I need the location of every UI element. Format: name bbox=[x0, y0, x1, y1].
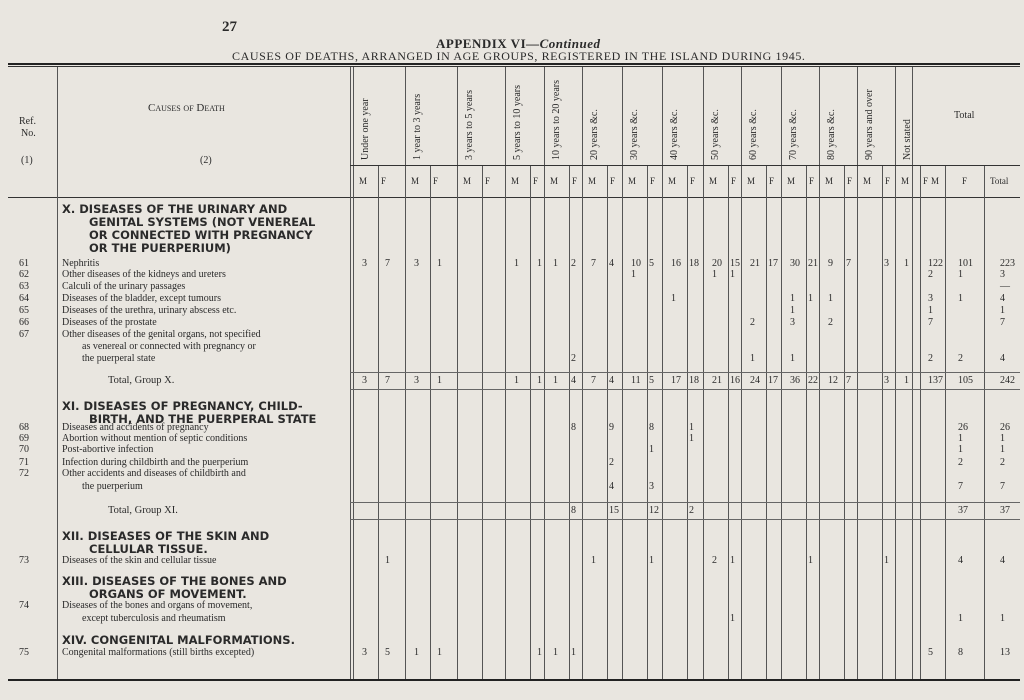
female-header: F bbox=[923, 176, 929, 186]
age-group-header: 10 years to 20 years bbox=[551, 80, 562, 160]
mf-divider bbox=[882, 165, 883, 679]
group-total-value: 1 bbox=[553, 375, 558, 386]
ref-number: 64 bbox=[19, 293, 29, 304]
total-label: Total bbox=[954, 110, 975, 121]
age-group-header: 40 years &c. bbox=[669, 109, 680, 160]
age-group-divider bbox=[703, 67, 704, 679]
cell-value: 7 bbox=[385, 258, 390, 269]
cell-value: 1 bbox=[750, 353, 755, 364]
total-f-value: 1 bbox=[958, 613, 963, 624]
age-group-header: 70 years &c. bbox=[788, 109, 799, 160]
age-group-divider bbox=[819, 67, 820, 679]
cell-value: 20 bbox=[712, 258, 722, 269]
male-header: M bbox=[411, 176, 420, 186]
total-total-header: Total bbox=[990, 176, 1009, 186]
cause-label: Diseases of the skin and cellular tissue bbox=[62, 555, 217, 566]
cell-value: 18 bbox=[689, 258, 699, 269]
group-total-value: 7 bbox=[591, 375, 596, 386]
total-f-value: 101 bbox=[958, 258, 973, 269]
cell-value: 2 bbox=[609, 457, 614, 468]
cell-value: 1 bbox=[571, 647, 576, 658]
cell-value: 7 bbox=[846, 258, 851, 269]
cell-value: 1 bbox=[649, 444, 654, 455]
ref-column-divider bbox=[57, 67, 58, 679]
ref-label bbox=[19, 116, 36, 127]
age-group-divider bbox=[662, 67, 663, 679]
total-f-header: F bbox=[962, 176, 968, 186]
cell-value: 3 bbox=[362, 647, 367, 658]
cell-value: 1 bbox=[730, 269, 735, 280]
total-f-value: 105 bbox=[958, 375, 973, 386]
ref-number: 73 bbox=[19, 555, 29, 566]
cell-value: 5 bbox=[649, 258, 654, 269]
male-header: M bbox=[588, 176, 597, 186]
male-header: M bbox=[511, 176, 520, 186]
cell-value: 1 bbox=[437, 258, 442, 269]
mf-divider bbox=[378, 165, 379, 679]
total-f-value: 2 bbox=[958, 353, 963, 364]
ref-number: 74 bbox=[19, 600, 29, 611]
cause-label-cont: the puerperium bbox=[82, 481, 143, 492]
top-rule bbox=[8, 63, 1020, 65]
group-title: OR CONNECTED WITH PREGNANCY bbox=[89, 228, 313, 242]
ref-number: 72 bbox=[19, 468, 29, 479]
group-total-value: 22 bbox=[808, 375, 818, 386]
age-group-divider bbox=[857, 67, 858, 679]
ref-number: 70 bbox=[19, 444, 29, 455]
total-value: 1 bbox=[1000, 613, 1005, 624]
cell-value: 1 bbox=[437, 647, 442, 658]
total-m-value: 1 bbox=[928, 305, 933, 316]
total-m-value: 3 bbox=[928, 293, 933, 304]
group-total-value: 21 bbox=[712, 375, 722, 386]
cell-value: 3 bbox=[790, 317, 795, 328]
mf-divider bbox=[728, 165, 729, 679]
total-m-value: 2 bbox=[928, 269, 933, 280]
total-f-value: 37 bbox=[958, 505, 968, 516]
total-value: 7 bbox=[1000, 481, 1005, 492]
total-f-value: 2 bbox=[958, 457, 963, 468]
cell-value: 1 bbox=[790, 305, 795, 316]
cell-value: 2 bbox=[571, 258, 576, 269]
group-total-value: 12 bbox=[649, 505, 659, 516]
age-group-divider bbox=[781, 67, 782, 679]
male-header: M bbox=[863, 176, 872, 186]
male-header: M bbox=[747, 176, 756, 186]
total-m-header: M bbox=[931, 176, 940, 186]
female-header: F bbox=[381, 176, 387, 186]
ref-number: 69 bbox=[19, 433, 29, 444]
cell-value: 3 bbox=[414, 258, 419, 269]
cell-value: 21 bbox=[750, 258, 760, 269]
group-title: XIII. DISEASES OF THE BONES AND bbox=[62, 574, 287, 588]
group-title: XIV. CONGENITAL MALFORMATIONS. bbox=[62, 633, 295, 647]
male-header: M bbox=[787, 176, 796, 186]
total-m-value: 137 bbox=[928, 375, 943, 386]
total-value: 4 bbox=[1000, 353, 1005, 364]
group-title: XI. DISEASES OF PREGNANCY, CHILD- bbox=[62, 399, 303, 413]
top-rule-thin bbox=[8, 66, 1020, 67]
total-value: 4 bbox=[1000, 293, 1005, 304]
age-group-divider bbox=[741, 67, 742, 679]
total-f-value: 8 bbox=[958, 647, 963, 658]
cell-value: 1 bbox=[790, 353, 795, 364]
group-title: BIRTH, AND THE PUERPERAL STATE bbox=[89, 412, 317, 426]
cell-value: 1 bbox=[671, 293, 676, 304]
group-total-value: 3 bbox=[362, 375, 367, 386]
ref-number: 61 bbox=[19, 258, 29, 269]
ref-number: 65 bbox=[19, 305, 29, 316]
ref-number: 66 bbox=[19, 317, 29, 328]
total-m-divider bbox=[945, 165, 946, 679]
total-value: — bbox=[1000, 281, 1010, 292]
total-rule bbox=[350, 519, 1020, 520]
female-header: F bbox=[433, 176, 439, 186]
cause-label: Diseases and accidents of pregnancy bbox=[62, 422, 209, 433]
cell-value: 15 bbox=[730, 258, 740, 269]
age-group-header: 1 year to 3 years bbox=[412, 93, 423, 160]
cell-value: 1 bbox=[828, 293, 833, 304]
age-group-divider bbox=[622, 67, 623, 679]
total-value: 1 bbox=[1000, 444, 1005, 455]
cell-value: 1 bbox=[689, 422, 694, 433]
total-f-value: 1 bbox=[958, 444, 963, 455]
age-group-divider bbox=[582, 67, 583, 679]
cell-value: 4 bbox=[609, 481, 614, 492]
cause-label: Calculi of the urinary passages bbox=[62, 281, 186, 292]
cause-label-cont: the puerperal state bbox=[82, 353, 156, 364]
cause-label: Abortion without mention of septic conditions bbox=[62, 433, 248, 444]
cell-value: 2 bbox=[712, 555, 717, 566]
header-bottom-rule bbox=[8, 197, 1020, 198]
age-group-header: 5 years to 10 years bbox=[512, 85, 523, 160]
no-label: No. bbox=[21, 128, 36, 139]
female-header: F bbox=[690, 176, 696, 186]
female-header: F bbox=[731, 176, 737, 186]
cause-col-number: (2) bbox=[200, 155, 212, 166]
cell-value: 1 bbox=[631, 269, 636, 280]
mf-header-rule bbox=[350, 165, 1020, 166]
group-total-value: 15 bbox=[609, 505, 619, 516]
ref-number: 62 bbox=[19, 269, 29, 280]
cell-value: 8 bbox=[571, 422, 576, 433]
cell-value: 3 bbox=[362, 258, 367, 269]
group-total-label: Total, Group XI. bbox=[108, 505, 178, 516]
cell-value: 2 bbox=[571, 353, 576, 364]
cell-value: 1 bbox=[514, 258, 519, 269]
group-total-value: 7 bbox=[846, 375, 851, 386]
group-total-value: 1 bbox=[437, 375, 442, 386]
total-value: 242 bbox=[1000, 375, 1015, 386]
total-f-value: 26 bbox=[958, 422, 968, 433]
female-header: F bbox=[650, 176, 656, 186]
male-header: M bbox=[550, 176, 559, 186]
bottom-rule bbox=[8, 679, 1020, 681]
age-group-header: Not stated bbox=[902, 119, 913, 160]
total-m-value: 122 bbox=[928, 258, 943, 269]
cell-value: 1 bbox=[591, 555, 596, 566]
mf-divider bbox=[806, 165, 807, 679]
mf-divider bbox=[430, 165, 431, 679]
ref-number: 63 bbox=[19, 281, 29, 292]
total-value: 1 bbox=[1000, 433, 1005, 444]
group-total-value: 17 bbox=[768, 375, 778, 386]
cell-value: 1 bbox=[730, 555, 735, 566]
total-value: 223 bbox=[1000, 258, 1015, 269]
page-number: 27 bbox=[222, 19, 237, 35]
total-f-value: 1 bbox=[958, 433, 963, 444]
male-header: M bbox=[359, 176, 368, 186]
cell-value: 1 bbox=[884, 555, 889, 566]
mf-divider bbox=[920, 165, 921, 679]
ref-number: 68 bbox=[19, 422, 29, 433]
male-header: M bbox=[668, 176, 677, 186]
cell-value: 1 bbox=[537, 258, 542, 269]
total-f-value: 4 bbox=[958, 555, 963, 566]
cell-value: 16 bbox=[671, 258, 681, 269]
cell-value: 4 bbox=[609, 258, 614, 269]
group-title: ORGANS OF MOVEMENT. bbox=[89, 587, 247, 601]
cause-column-divider bbox=[350, 67, 351, 679]
group-title: CELLULAR TISSUE. bbox=[89, 542, 208, 556]
male-header: M bbox=[628, 176, 637, 186]
total-rule bbox=[350, 502, 1020, 503]
age-group-header: 30 years &c. bbox=[629, 109, 640, 160]
cell-value: 30 bbox=[790, 258, 800, 269]
age-group-header: 90 years and over bbox=[864, 89, 875, 160]
group-title: XII. DISEASES OF THE SKIN AND bbox=[62, 529, 270, 543]
cell-value: 21 bbox=[808, 258, 818, 269]
cell-value: 5 bbox=[385, 647, 390, 658]
mf-divider bbox=[607, 165, 608, 679]
cause-label: Diseases of the bones and organs of movement, bbox=[62, 600, 253, 611]
female-header: F bbox=[485, 176, 491, 186]
total-m-value: 5 bbox=[928, 647, 933, 658]
age-group-divider bbox=[544, 67, 545, 679]
group-total-value: 3 bbox=[414, 375, 419, 386]
total-value: 2 bbox=[1000, 457, 1005, 468]
ref-number: 75 bbox=[19, 647, 29, 658]
group-total-value: 36 bbox=[790, 375, 800, 386]
mf-divider bbox=[844, 165, 845, 679]
total-value: 13 bbox=[1000, 647, 1010, 658]
cell-value: 3 bbox=[884, 258, 889, 269]
ref-number: 71 bbox=[19, 457, 29, 468]
group-total-value: 5 bbox=[649, 375, 654, 386]
cause-label: Other diseases of the genital organs, not specified bbox=[62, 329, 261, 340]
age-group-header: 3 years to 5 years bbox=[464, 90, 475, 160]
group-total-value: 24 bbox=[750, 375, 760, 386]
cause-label-cont: as venereal or connected with pregnancy or bbox=[82, 341, 256, 352]
cell-value: 1 bbox=[385, 555, 390, 566]
group-total-value: 7 bbox=[385, 375, 390, 386]
mf-divider bbox=[530, 165, 531, 679]
female-header: F bbox=[885, 176, 891, 186]
age-group-header: 20 years &c. bbox=[589, 109, 600, 160]
age-group-divider bbox=[405, 67, 406, 679]
cell-value: 1 bbox=[730, 613, 735, 624]
cause-label: Other accidents and diseases of childbirth and bbox=[62, 468, 246, 479]
female-header: F bbox=[809, 176, 815, 186]
cause-label: Other diseases of the kidneys and ureters bbox=[62, 269, 226, 280]
group-total-value: 4 bbox=[571, 375, 576, 386]
group-total-value: 18 bbox=[689, 375, 699, 386]
cell-value: 7 bbox=[591, 258, 596, 269]
age-group-header: 60 years &c. bbox=[748, 109, 759, 160]
cell-value: 8 bbox=[649, 422, 654, 433]
total-rule bbox=[350, 389, 1020, 390]
total-f-value: 1 bbox=[958, 293, 963, 304]
group-total-value: 1 bbox=[537, 375, 542, 386]
total-value: 26 bbox=[1000, 422, 1010, 433]
cell-value: 1 bbox=[808, 555, 813, 566]
cell-value: 2 bbox=[828, 317, 833, 328]
cell-value: 1 bbox=[790, 293, 795, 304]
appendix-continued: —Continued bbox=[526, 36, 601, 51]
mf-divider bbox=[766, 165, 767, 679]
cell-value: 2 bbox=[750, 317, 755, 328]
female-header: F bbox=[769, 176, 775, 186]
cell-value: 1 bbox=[689, 433, 694, 444]
group-total-label: Total, Group X. bbox=[108, 375, 175, 386]
cause-label: Congenital malformations (still births excepted) bbox=[62, 647, 255, 658]
cause-label: Post-abortive infection bbox=[62, 444, 154, 455]
cause-label: Diseases of the urethra, urinary abscess etc. bbox=[62, 305, 237, 316]
cell-value: 9 bbox=[609, 422, 614, 433]
cell-value: 1 bbox=[553, 258, 558, 269]
total-value: 37 bbox=[1000, 505, 1010, 516]
total-f-divider bbox=[984, 165, 985, 679]
group-total-value: 8 bbox=[571, 505, 576, 516]
female-header: F bbox=[533, 176, 539, 186]
mf-divider bbox=[569, 165, 570, 679]
female-header: F bbox=[610, 176, 616, 186]
total-value: 7 bbox=[1000, 317, 1005, 328]
cause-label: Diseases of the prostate bbox=[62, 317, 157, 328]
cause-label-cont: except tuberculosis and rheumatism bbox=[82, 613, 226, 624]
ref-number: 67 bbox=[19, 329, 29, 340]
total-divider bbox=[912, 67, 913, 679]
cell-value: 1 bbox=[649, 555, 654, 566]
cause-label: Nephritis bbox=[62, 258, 100, 269]
male-header: M bbox=[825, 176, 834, 186]
group-title: X. DISEASES OF THE URINARY AND bbox=[62, 202, 288, 216]
total-m-value: 2 bbox=[928, 353, 933, 364]
mf-divider bbox=[687, 165, 688, 679]
male-header: M bbox=[901, 176, 910, 186]
female-header: F bbox=[572, 176, 578, 186]
cell-value: 9 bbox=[828, 258, 833, 269]
cause-label: Causes of Death bbox=[148, 102, 225, 114]
ref-label-1: Ref. bbox=[19, 116, 36, 127]
cell-value: 1 bbox=[553, 647, 558, 658]
total-value: 3 bbox=[1000, 269, 1005, 280]
group-total-value: 2 bbox=[689, 505, 694, 516]
age-group-header: 50 years &c. bbox=[710, 109, 721, 160]
age-group-divider bbox=[457, 67, 458, 679]
group-total-value: 4 bbox=[609, 375, 614, 386]
mf-divider bbox=[647, 165, 648, 679]
cell-value: 1 bbox=[904, 258, 909, 269]
female-header: F bbox=[847, 176, 853, 186]
group-total-value: 1 bbox=[904, 375, 909, 386]
cause-label: Infection during childbirth and the puerperium bbox=[62, 457, 249, 468]
group-total-value: 17 bbox=[671, 375, 681, 386]
group-total-value: 12 bbox=[828, 375, 838, 386]
appendix-label: APPENDIX VI bbox=[436, 36, 527, 51]
group-total-value: 3 bbox=[884, 375, 889, 386]
total-value: 4 bbox=[1000, 555, 1005, 566]
total-f-value: 1 bbox=[958, 269, 963, 280]
total-value: 1 bbox=[1000, 305, 1005, 316]
cell-value: 1 bbox=[537, 647, 542, 658]
group-title: GENITAL SYSTEMS (NOT VENEREAL bbox=[89, 215, 316, 229]
table-subtitle: CAUSES OF DEATHS, ARRANGED IN AGE GROUPS, REGISTERED IN THE ISLAND DURING 1945. bbox=[232, 49, 806, 63]
cell-value: 1 bbox=[414, 647, 419, 658]
age-group-divider bbox=[505, 67, 506, 679]
male-header: M bbox=[709, 176, 718, 186]
age-group-header: Under one year bbox=[360, 98, 371, 160]
age-group-divider bbox=[353, 67, 354, 679]
group-title: OR THE PUERPERIUM) bbox=[89, 241, 231, 255]
age-group-header: 80 years &c. bbox=[826, 109, 837, 160]
total-rule bbox=[350, 372, 1020, 373]
cell-value: 1 bbox=[808, 293, 813, 304]
mf-divider bbox=[482, 165, 483, 679]
age-group-divider bbox=[895, 67, 896, 679]
group-total-value: 1 bbox=[514, 375, 519, 386]
total-m-value: 7 bbox=[928, 317, 933, 328]
group-total-value: 11 bbox=[631, 375, 641, 386]
ref-col-number: (1) bbox=[21, 155, 33, 166]
total-f-value: 7 bbox=[958, 481, 963, 492]
cell-value: 1 bbox=[712, 269, 717, 280]
male-header: M bbox=[463, 176, 472, 186]
cell-value: 3 bbox=[649, 481, 654, 492]
cause-label: Diseases of the bladder, except tumours bbox=[62, 293, 221, 304]
cell-value: 17 bbox=[768, 258, 778, 269]
group-total-value: 16 bbox=[730, 375, 740, 386]
cell-value: 10 bbox=[631, 258, 641, 269]
